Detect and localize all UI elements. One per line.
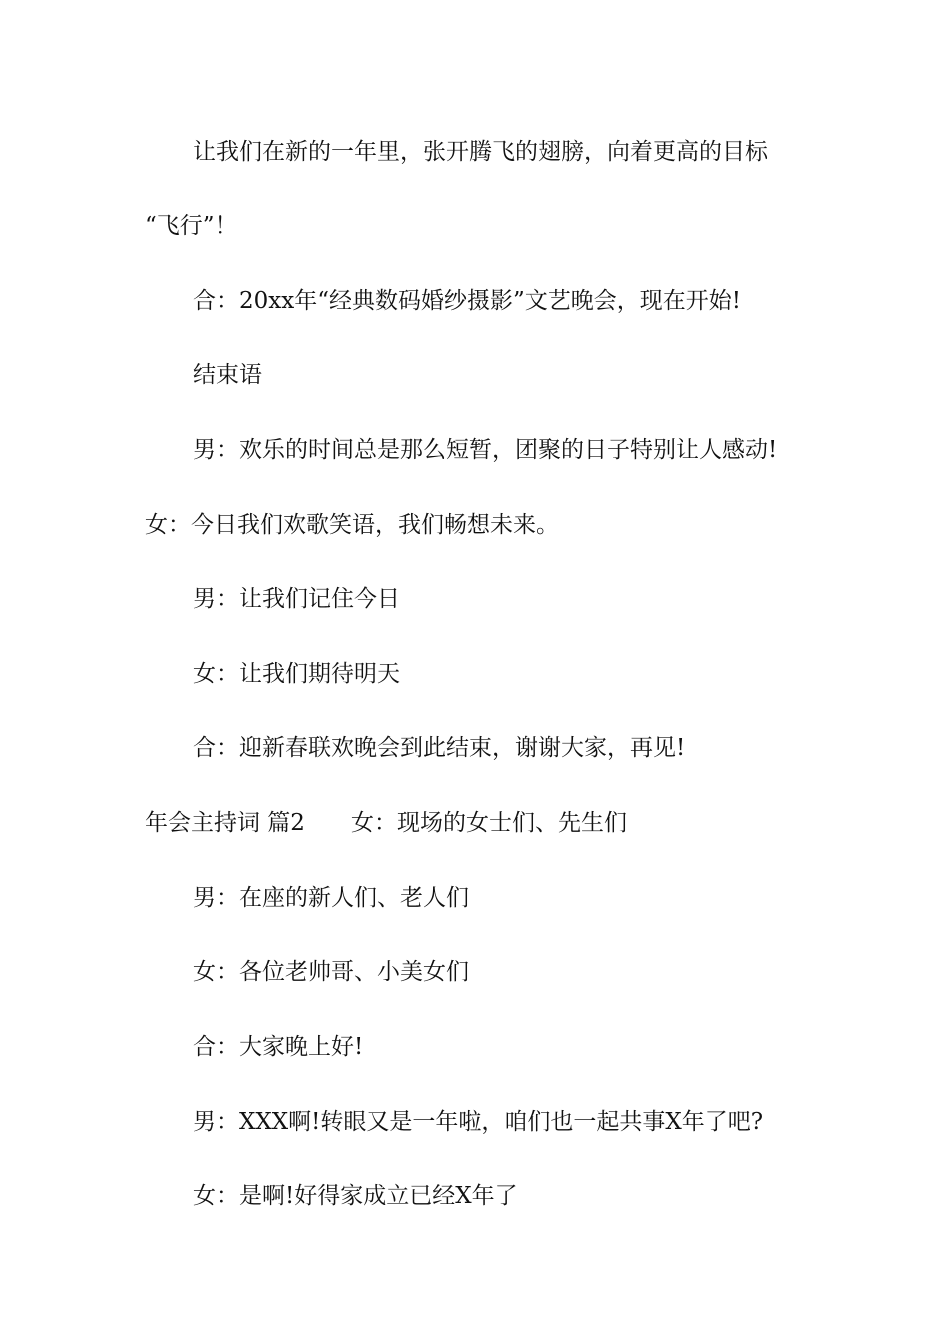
paragraph-line: 女：让我们期待明天 <box>193 661 400 687</box>
paragraph-line: 男：在座的新人们、老人们 <box>193 885 469 911</box>
paragraph-line: 男：欢乐的时间总是那么短暂，团聚的日子特别让人感动! <box>193 437 778 463</box>
dialogue-text: 女：现场的女士们、先生们 <box>350 810 627 836</box>
paragraph-line: 合：迎新春联欢晚会到此结束，谢谢大家，再见! <box>193 735 686 761</box>
paragraph-line: 女：今日我们欢歌笑语，我们畅想未来。 <box>145 512 559 538</box>
section-heading: 结束语 <box>193 362 262 388</box>
paragraph-line: 合：20xx年“经典数码婚纱摄影”文艺晚会，现在开始! <box>193 288 741 314</box>
paragraph-line: 男：XXX啊!转眼又是一年啦，咱们也一起共事X年了吧? <box>193 1109 764 1135</box>
paragraph-line: 男：让我们记住今日 <box>193 586 400 612</box>
paragraph-line: 让我们在新的一年里，张开腾飞的翅膀，向着更高的目标 <box>193 139 768 165</box>
paragraph-line: 合：大家晚上好! <box>193 1034 364 1060</box>
paragraph-line: 女：各位老帅哥、小美女们 <box>193 959 469 985</box>
paragraph-line <box>0 808 950 838</box>
paragraph-line: “飞行”！ <box>145 213 238 239</box>
paragraph-line: 女：是啊!好得家成立已经X年了 <box>193 1183 518 1209</box>
section-title: 年会主持词 篇2 <box>145 810 305 836</box>
